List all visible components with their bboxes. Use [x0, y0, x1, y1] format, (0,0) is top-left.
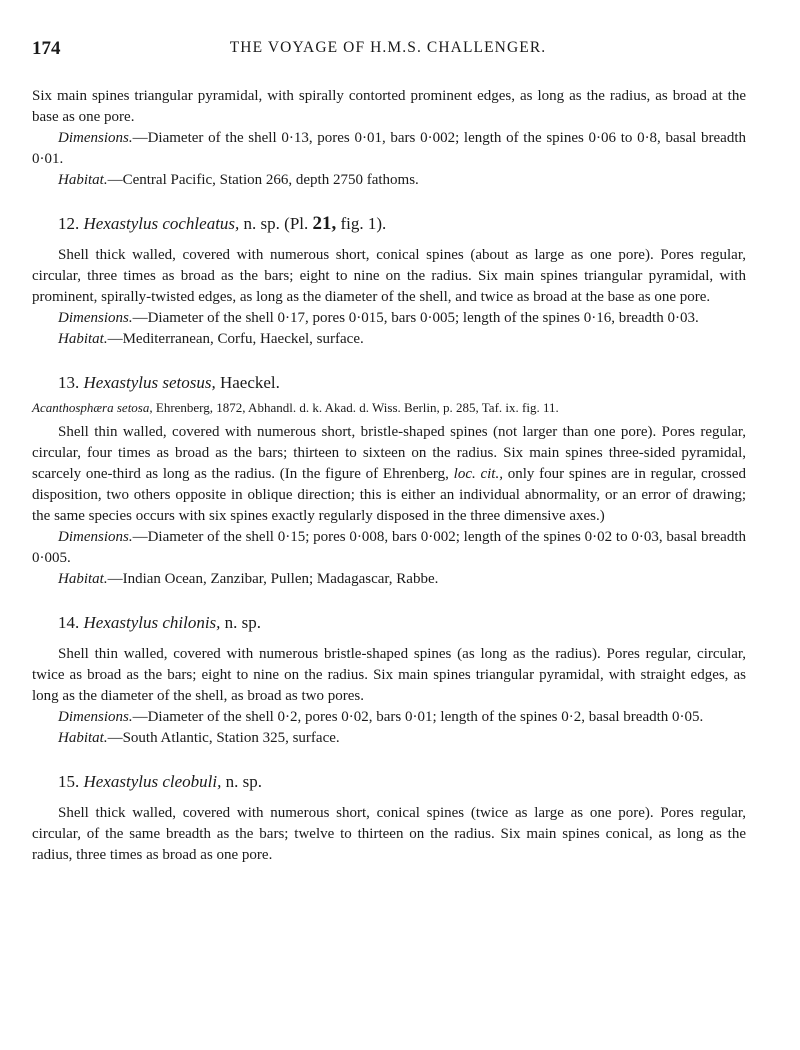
species-14-entry — [32, 612, 746, 749]
habitat-text: —Indian Ocean, Zanzibar, Pullen; Madagascar, Rabbe. — [107, 571, 439, 587]
species-14-description: Shell thin walled, covered with numerous bristle-shaped spines (as long as the radius). Pores regular, circular, twice as broad as the bars; eight to nine on the radius. Six main spines triangular pyramidal, with straight edges, as long as the diameter of the shell, as broad as two pores. — [32, 646, 746, 704]
species-11-dimensions — [32, 128, 746, 170]
synonym-reference: Ehrenberg, 1872, Abhandl. d. k. Akad. d. Wiss. Berlin, p. 285, Taf. ix. fig. 11. — [155, 400, 559, 415]
species-12-entry — [32, 213, 746, 350]
dimensions-text: —Diameter of the shell 0·15; pores 0·008, bars 0·002; length of the spines 0·02 to 0·03, basal breadth 0·005. — [32, 529, 746, 566]
species-name: Hexastylus cochleatus, — [83, 214, 240, 233]
species-author: n. sp. — [224, 613, 262, 632]
habitat-label: Habitat. — [58, 331, 108, 347]
species-13-description — [32, 422, 746, 527]
species-number: 15. — [58, 772, 80, 791]
description-part-1: Shell thin walled, covered with numerous short, bristle-shaped spines (not larger than one pore). Pores regular, circular, four times as broad as the bars; thirteen to sixteen on the radius. Six main spines three-sided pyramidal, scarcely one-third as long as the radius. (In the figure of Ehrenberg, — [32, 424, 746, 482]
habitat-text: —South Atlantic, Station 325, surface. — [107, 730, 340, 746]
species-13-entry — [32, 372, 746, 590]
species-number: 12. — [58, 214, 80, 233]
dimensions-label: Dimensions. — [58, 130, 133, 146]
species-13-synonym — [32, 398, 746, 418]
dimensions-text: —Diameter of the shell 0·17, pores 0·015, bars 0·005; length of the spines 0·16, breadth 0·03. — [132, 310, 699, 326]
habitat-label: Habitat. — [58, 172, 108, 188]
habitat-text: —Mediterranean, Corfu, Haeckel, surface. — [107, 331, 364, 347]
species-13-title — [32, 372, 746, 394]
habitat-text: —Central Pacific, Station 266, depth 2750 fathoms. — [107, 172, 419, 188]
dimensions-label: Dimensions. — [58, 310, 133, 326]
species-name: Hexastylus cleobuli, — [83, 772, 222, 791]
species-15-title — [32, 771, 746, 793]
species-author: n. sp. — [225, 772, 262, 791]
species-15-entry — [32, 771, 746, 866]
plate-ref-suffix: fig. 1). — [340, 214, 387, 233]
species-author: Haeckel. — [219, 373, 280, 392]
dimensions-text: —Diameter of the shell 0·13, pores 0·01, bars 0·002; length of the spines 0·06 to 0·8, basal breadth 0·01. — [32, 130, 746, 167]
dimensions-text: —Diameter of the shell 0·2, pores 0·02, bars 0·01; length of the spines 0·2, basal breadth 0·05. — [132, 709, 704, 725]
species-13-dimensions — [32, 527, 746, 569]
species-11-habitat — [32, 170, 746, 191]
habitat-label: Habitat. — [58, 730, 108, 746]
synonym-name: Acanthosphæra setosa, — [32, 400, 153, 415]
habitat-label: Habitat. — [58, 571, 108, 587]
dimensions-label: Dimensions. — [58, 709, 133, 725]
page-number: 174 — [32, 38, 61, 59]
species-name: Hexastylus setosus, — [83, 373, 216, 392]
page-body — [32, 86, 746, 866]
species-14-habitat — [32, 728, 746, 749]
species-14-title — [32, 612, 746, 634]
species-11-entry — [32, 86, 746, 191]
species-11-description: Six main spines triangular pyramidal, with spirally contorted prominent edges, as long as the radius, as broad at the base as one pore. — [32, 88, 746, 125]
species-12-habitat — [32, 329, 746, 350]
species-14-dimensions — [32, 707, 746, 728]
page-header — [32, 38, 744, 60]
species-13-habitat — [32, 569, 746, 590]
species-name: Hexastylus chilonis, — [83, 613, 221, 632]
species-15-description: Shell thick walled, covered with numerous short, conical spines (twice as large as one pore). Pores regular, circular, of the same breadth as the bars; twelve to thirteen on the radius. Six main spines conical, as long as the radius, three times as broad as one pore. — [32, 805, 746, 863]
species-12-description: Shell thick walled, covered with numerous short, conical spines (about as large as one pore). Pores regular, circular, three times as broad as the bars; eight to nine on the radius. Six main spines triangular pyramidal, with prominent, spirally-twisted edges, as long as the diameter of the shell, and twice as broad at the base as one pore. — [32, 247, 746, 305]
description-part-2: only four spines are in regular, crossed disposition, two others opposite in oblique direction; this is either an individual abnormality, or an error of drawing; the same species occurs with six spines exactly regularly disposed in the three dimensive axes.) — [32, 466, 747, 524]
loc-cit: loc. cit., — [453, 466, 503, 482]
plate-number: 21, — [312, 213, 337, 234]
dimensions-label: Dimensions. — [58, 529, 133, 545]
species-number: 14. — [58, 613, 80, 632]
species-12-title — [32, 213, 746, 235]
species-12-dimensions — [32, 308, 746, 329]
species-author: n. sp. — [243, 214, 280, 233]
plate-ref-prefix: (Pl. — [284, 214, 309, 233]
species-number: 13. — [58, 373, 80, 392]
running-title: THE VOYAGE OF H.M.S. CHALLENGER. — [229, 39, 547, 56]
